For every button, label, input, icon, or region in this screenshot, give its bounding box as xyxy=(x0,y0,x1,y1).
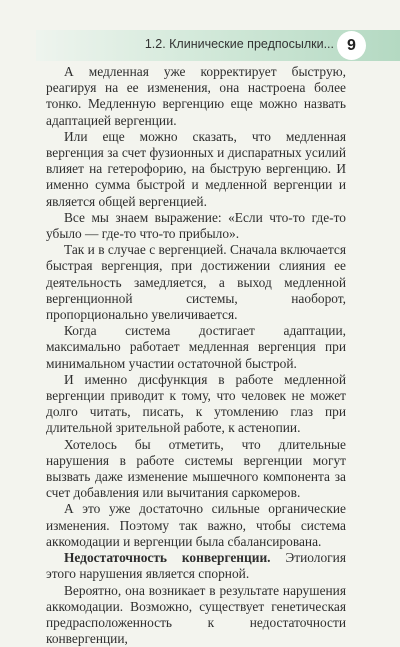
paragraph: Так и в случае с вергенцией. Сначала включается быстрая вергенция, при достижении слияния ее деятельность замедляется, а выход медленной вергенционной системы, наоборот, пропорционально увеличивается. xyxy=(46,242,346,323)
section-heading: Недостаточность конвергенции. xyxy=(64,550,271,565)
paragraph: А медленная уже корректирует быструю, реагируя на ее изменения, она настроена более тонко. Медленную вергенцию еще можно назвать адаптацией вергенции. xyxy=(46,64,346,129)
paragraph: А это уже достаточно сильные органические изменения. Поэтому так важно, чтобы система аккомодации и вергенции была сбалансирована. xyxy=(46,501,346,550)
paragraph: Хотелось бы отметить, что длительные нарушения в работе системы вергенции могут вызвать даже изменение мышечного компонента за счет добавления или вычитания саркомеров. xyxy=(46,437,346,502)
paragraph: Вероятно, она возникает в результате нарушения аккомодации. Возможно, существует генетическая предрасположенность к недостаточности конвергенции, xyxy=(46,583,346,647)
page-header xyxy=(0,30,400,61)
page-number: 9 xyxy=(337,31,366,60)
running-head: 1.2. Клинические предпосылки... xyxy=(145,37,334,51)
paragraph: Недостаточность конвергенции. Этиология этого нарушения является спорной. xyxy=(46,550,346,582)
paragraph: И именно дисфункция в работе медленной вергенции приводит к тому, что человек не может долго читать, писать, к утомлению глаз при длительной зрительной работе, к астенопии. xyxy=(46,372,346,437)
paragraph: Все мы знаем выражение: «Если что-то где-то убыло — где-то что-то прибыло». xyxy=(46,210,346,242)
paragraph: Или еще можно сказать, что медленная вергенция за счет фузионных и диспаратных усилий влияет на гетерофорию, на быструю вергенцию. И именно сумма быстрой и медленной вергенции и является общей вергенцией. xyxy=(46,129,346,210)
paragraph: Когда система достигает адаптации, максимально работает медленная вергенция при минимальном участии остаточной быстрой. xyxy=(46,323,346,372)
body-text xyxy=(46,64,346,647)
